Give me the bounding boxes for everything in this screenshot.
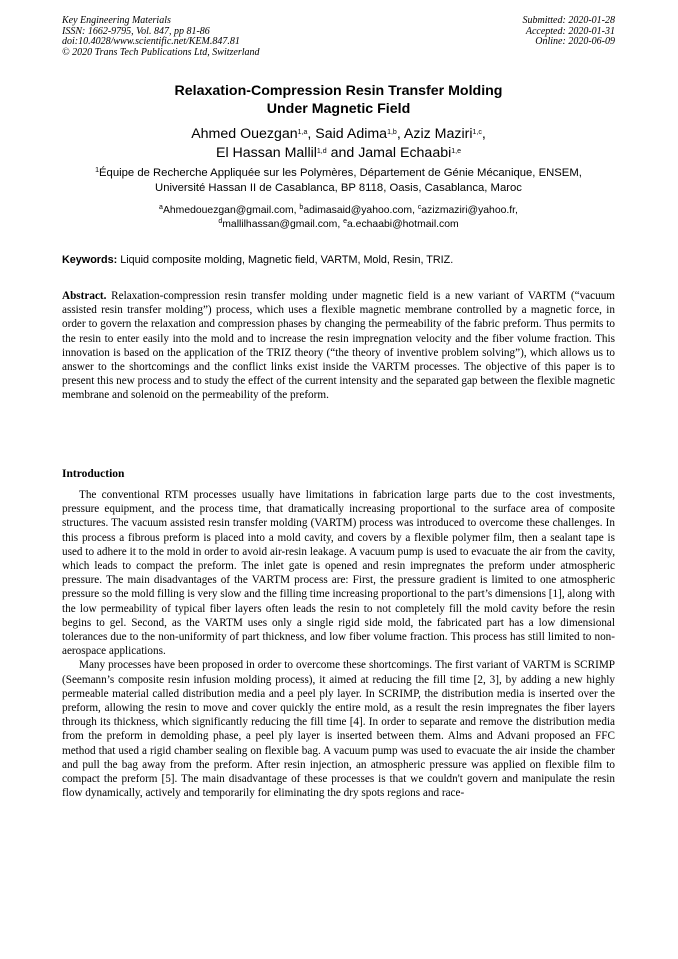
author-line-2 [62,144,615,163]
online-date: Online: 2020-06-09 [535,36,615,47]
email-mark: b [299,204,304,211]
abstract-text: Relaxation-compression resin transfer molding under magnetic field is a new variant of VARTM (“vacuum assisted resin transfer molding”) process, which uses a flexible magnetic membrane controlled by a magnetic force, in order to govern the relaxation and compression phases by changing the permeability of the fabric preform. Thus permits to the resin to enter easily into the mold and to increase the resin impregnation velocity and the fiber volume fraction. This innovation is based on the application of the TRIZ theory (“the theory of inventive problem solving”), which allows us to answer to the shortcomings and the conflict links exist inside the VARTM processes. The objective of this paper is to present this new process and to study the effect of the current intensity and the separated gap between the flexible magnetic membrane and solenoid on the permeability of the preform. [62,290,615,402]
author-name: Ahmed Ouezgan [191,126,298,142]
author-separator: , [481,126,486,142]
accepted-date: Accepted: 2020-01-31 [525,25,615,37]
author-name: El Hassan Mallil [215,145,317,161]
author-affil-mark: 1,a [297,129,308,136]
author-affil-mark: 1,e [451,148,461,155]
journal-header [62,16,260,58]
affiliation-mark: 1 [95,167,99,174]
author-affil-mark: 1,d [316,148,327,155]
keywords [62,253,615,267]
submitted-date: Submitted: 2020-01-28 [522,15,615,26]
author-conjunction: and [326,145,359,161]
email-line-1 [62,204,615,218]
email-b[interactable]: adimasaid@yahoo.com, [303,205,418,216]
email-e[interactable]: a.echaabi@hotmail.com [347,219,459,230]
introduction-heading: Introduction [62,468,125,480]
abstract-label: Abstract. [62,290,107,302]
email-mark: a [159,204,163,211]
abstract [62,289,615,403]
affiliation-line-2: Université Hassan II de Casablanca, BP 8118, Oasis, Casablanca, Maroc [155,182,522,194]
email-d[interactable]: mallilhassan@gmail.com, [222,219,344,230]
affiliation-line-1 [62,166,615,181]
introduction-paragraph: The conventional RTM processes usually have limitations in fabrication large parts due to the cost investments, pressure equipment, and the process time, that dramatically increasing proportional to the surface area of composite structures. The vacuum assisted resin transfer molding (VARTM) process was introduced to overcome these challenges. In this process a fibrous preform is placed into a mold cavity, and covers by a flexible polymer film, then a sealant tape is used to adhere it to the mold in order to avoid air-resin leakage. A vacuum pump is used to evacuate the air from the cavity, which leads to compact the preform. The inlet gate is opened and resin impregnates the preform under atmospheric pressure. The main disadvantages of the VARTM process are: First, the pressure gradient is limited to one atmospheric pressure so the mold filling is very slow and the filling time increasing proportional to the part’s dimensions [1], along with the low permeability of typical fiber layers often leads the resin to not completely fill the mold cavity before the resin begins to gel. Second, as the VARTM uses only a single rigid side mold, the fabricated part has a low dimensional tolerances due to the non-uniformity of part thickness, and low fiber volume fraction. This process has still limited to non-aerospace applications. [62,489,615,658]
author-list [62,125,615,163]
publication-dates [523,16,616,48]
introduction-paragraph: Many processes have been proposed in order to overcome these shortcomings. The first variant of VARTM is SCRIMP (Seemann’s composite resin infusion molding process), it aimed at reducing the fill time [2, 3], by adding a new highly permeable material called distribution media and a peel ply layer. In SCRIMP, the distribution media is inserted over the preform, allowing the resin to move and cover quickly the entire mold, as a result the resin impregnates the fiber layers through its thickness, which significantly reducing the fill time [4]. In order to separate and remove the distribution media from the preform in demolding phase, a peel ply layer is inserted between them. Alms and Advani proposed an FFC method that used a rigid chamber sealing on flexible bag. A vacuum pump was used to evacuate the air inside the chamber and pull the bag away from the preform. After resin injection, an atmospheric pressure was applied on flexible film to compact the preform [5]. The main disadvantage of these processes is that we couldn't govern and manipulate the resin flow dynamically, actively and temporarily for eliminating the dry spots regions and race- [62,659,615,800]
email-a[interactable]: Ahmedouezgan@gmail.com, [162,205,300,216]
email-mark: d [218,218,223,225]
author-affil-mark: 1,c [472,129,482,136]
author-line-1 [62,125,615,144]
email-mark: c [417,204,422,211]
affiliation-text: Équipe de Recherche Appliquée sur les Polymères, Département de Génie Mécanique, ENSEM, [99,167,582,179]
author-name: Jamal Echaabi [358,145,452,161]
doi-line[interactable]: doi:10.4028/www.scientific.net/KEM.847.81 [62,36,240,47]
title-line-2: Under Magnetic Field [266,101,411,117]
copyright-line: © 2020 Trans Tech Publications Ltd, Switzerland [62,46,260,58]
author-affil-mark: 1,b [387,129,397,136]
journal-name: Key Engineering Materials [62,15,171,26]
author-separator: , [396,126,404,142]
author-separator: , [307,126,316,142]
author-name: Aziz Maziri [403,126,473,142]
issn-line: ISSN: 1662-9795, Vol. 847, pp 81-86 [62,25,210,37]
email-c[interactable]: azizmaziri@yahoo.fr, [421,205,518,216]
email-mark: e [343,218,348,225]
affiliation [62,166,615,196]
author-name: Said Adima [315,126,388,142]
title-line-1: Relaxation-Compression Resin Transfer Molding [174,83,503,99]
keywords-text: Liquid composite molding, Magnetic field, VARTM, Mold, Resin, TRIZ. [117,254,454,266]
introduction-body [62,488,615,800]
paper-title [62,82,615,118]
author-emails [62,204,615,232]
keywords-label: Keywords: [62,254,118,266]
email-line-2 [62,218,615,232]
